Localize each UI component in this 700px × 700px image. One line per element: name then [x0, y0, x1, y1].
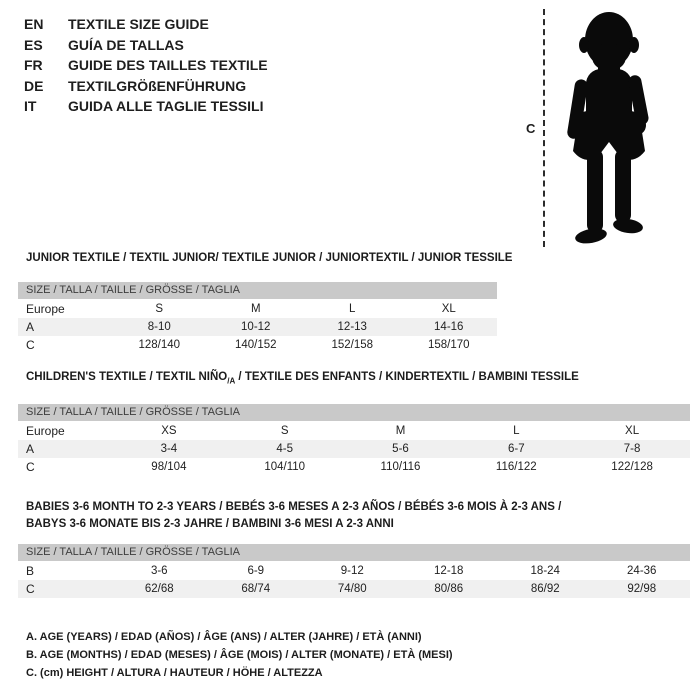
value-cell: 110/116: [380, 461, 421, 474]
value-cell: 80/86: [434, 583, 464, 596]
value-cell: 140/152: [234, 339, 277, 351]
title-line-2: BABYS 3-6 MONATE BIS 2-3 JAHRE / BAMBINI 3-6 MESI A 2-3 ANNI: [26, 518, 394, 531]
size-cell: L: [513, 425, 520, 438]
lang-title: TEXTILGRÖßENFÜHRUNG: [68, 77, 247, 94]
lang-code: FR: [24, 57, 43, 73]
language-title-list: [24, 14, 268, 117]
lang-row-es: [24, 35, 268, 56]
height-measure-line: [543, 9, 545, 247]
value-cell: 104/110: [264, 461, 306, 474]
value-cell: 68/74: [241, 583, 271, 596]
row-label-c: C: [26, 460, 35, 475]
size-cell: S: [155, 303, 164, 315]
lang-title: GUIDA ALLE TAGLIE TESSILI: [68, 98, 264, 114]
lang-row-it: [24, 96, 268, 117]
section-childrens-textile: [18, 370, 690, 476]
section-title-junior: JUNIOR TEXTILE / TEXTIL JUNIOR/ TEXTILE JUNIOR / JUNIORTEXTIL / JUNIOR TESSILE: [26, 252, 513, 264]
table-row: [18, 458, 690, 476]
lang-row-fr: [24, 55, 268, 76]
row-label-c: C: [26, 582, 35, 597]
size-cell: L: [349, 303, 356, 315]
baby-silhouette-icon: [549, 9, 665, 247]
table-row: [18, 562, 690, 580]
lang-code: ES: [24, 36, 43, 53]
size-bar-header: SIZE / TALLA / TAILLE / GRÖSSE / TAGLIA: [18, 282, 497, 299]
value-cell: 3-6: [150, 565, 168, 578]
size-bar-header: SIZE / TALLA / TAILLE / GRÖSSE / TAGLIA: [18, 404, 690, 421]
title-line-1: BABIES 3-6 MONTH TO 2-3 YEARS / BEBÉS 3-6 MESES A 2-3 AÑOS / BÉBÉS 3-6 MOIS À 2-3 ANS /: [26, 501, 562, 514]
value-cell: 4-5: [276, 443, 293, 456]
table-row: [18, 422, 690, 440]
section-babies-textile: [18, 499, 690, 598]
value-cell: 24-36: [627, 565, 657, 578]
height-measure-figure: [526, 8, 665, 248]
size-cell: S: [280, 425, 289, 438]
row-label-europe: Europe: [26, 424, 65, 439]
size-cell: XL: [625, 425, 640, 438]
value-cell: 158/170: [427, 339, 470, 351]
value-cell: 128/140: [138, 339, 181, 351]
table-row: [18, 300, 497, 318]
value-cell: 5-6: [392, 443, 409, 456]
lang-code: IT: [24, 98, 37, 114]
value-cell: 152/158: [331, 339, 374, 351]
childrens-size-table: [18, 422, 690, 476]
value-cell: 6-7: [507, 443, 525, 456]
section-junior-textile: [18, 251, 690, 354]
value-cell: 86/92: [530, 583, 560, 596]
value-cell: 12-13: [337, 321, 367, 333]
size-cell: XL: [441, 303, 456, 315]
title-subscript: /A: [227, 376, 236, 386]
footnote-a: A. AGE (YEARS) / EDAD (AÑOS) / ÂGE (ANS) / ALTER (JAHRE) / ETÀ (ANNI): [26, 631, 422, 644]
value-cell: 92/98: [627, 583, 657, 596]
table-row: [18, 580, 690, 598]
section-title-childrens: [18, 370, 690, 388]
footnotes: [18, 628, 690, 682]
value-cell: 62/68: [144, 583, 174, 596]
row-label-b: B: [26, 564, 35, 579]
size-cell: M: [395, 425, 406, 438]
row-label-a: A: [26, 442, 35, 457]
lang-code: DE: [24, 77, 44, 94]
size-tables-content: [18, 251, 690, 682]
title-part: / TEXTILE DES ENFANTS / KINDERTEXTIL / BAMBINI TESSILE: [235, 371, 579, 383]
footnote-b: B. AGE (MONTHS) / EDAD (MESES) / ÂGE (MOIS) / ALTER (MONATE) / ETÀ (MESI): [26, 649, 453, 662]
lang-title: TEXTILE SIZE GUIDE: [68, 16, 209, 32]
value-cell: 8-10: [147, 321, 171, 333]
footnote-c: C. (cm) HEIGHT / ALTURA / HAUTEUR / HÖHE / ALTEZZA: [26, 667, 323, 680]
row-label-c: C: [26, 338, 35, 352]
value-cell: 6-9: [247, 565, 265, 578]
value-cell: 116/122: [495, 461, 537, 474]
lang-title: GUIDE DES TAILLES TEXTILE: [68, 57, 268, 73]
size-bar-header: SIZE / TALLA / TAILLE / GRÖSSE / TAGLIA: [18, 544, 690, 561]
title-part: CHILDREN'S TEXTILE / TEXTIL NIÑO: [26, 371, 228, 383]
value-cell: 74/80: [337, 583, 367, 596]
lang-code: EN: [24, 16, 44, 32]
table-row: [18, 336, 497, 354]
value-cell: 3-4: [160, 443, 178, 456]
value-cell: 12-18: [434, 565, 464, 578]
lang-row-en: [24, 14, 268, 35]
size-cell: XS: [161, 425, 177, 438]
babies-size-table: [18, 562, 690, 598]
table-row: [18, 440, 690, 458]
value-cell: 98/104: [151, 461, 187, 474]
measure-label-c: C: [526, 120, 536, 136]
value-cell: 9-12: [340, 565, 364, 578]
value-cell: 14-16: [434, 321, 464, 333]
table-row: [18, 318, 497, 336]
row-label-a: A: [26, 320, 35, 334]
row-label-europe: Europe: [26, 302, 65, 316]
value-cell: 10-12: [241, 321, 271, 333]
value-cell: 7-8: [623, 443, 641, 456]
junior-size-table: [18, 300, 497, 354]
lang-row-de: [24, 76, 268, 97]
value-cell: 18-24: [530, 565, 560, 578]
value-cell: 122/128: [611, 461, 653, 474]
lang-title: GUÍA DE TALLAS: [68, 36, 184, 53]
size-cell: M: [250, 303, 261, 315]
section-title-babies: [18, 499, 690, 533]
